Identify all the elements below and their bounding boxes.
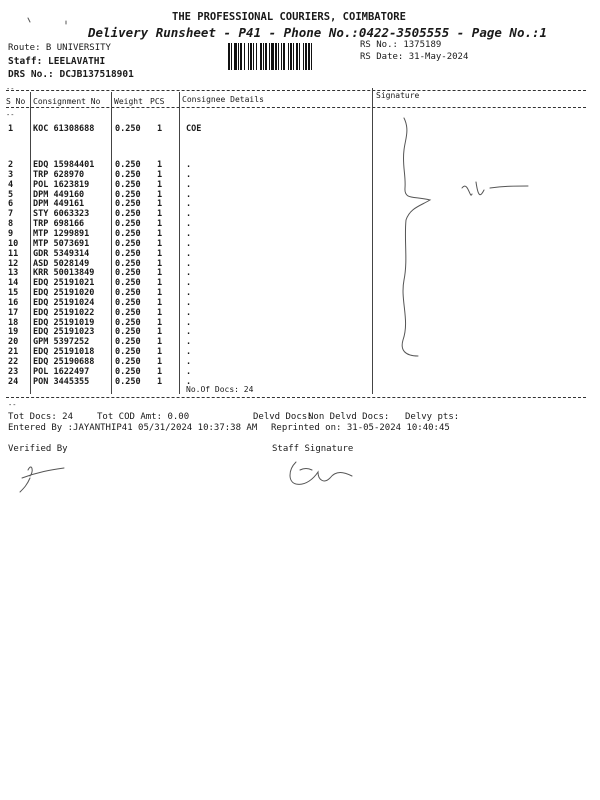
stray-mark-1: [28, 18, 30, 22]
row-consignment-no: EDQ 25191018: [33, 347, 95, 358]
row-weight: 0.250: [115, 317, 141, 328]
row-sno: 21: [8, 347, 19, 358]
row-sno: 19: [8, 327, 19, 338]
delivery-points: Delvy pts:: [405, 412, 460, 422]
row-sno: 24: [8, 376, 19, 387]
row-sno: 20: [8, 337, 19, 348]
row-sno: 4: [8, 179, 14, 190]
row-sno: 2: [8, 160, 14, 170]
col-header-weight: Weight: [114, 97, 143, 106]
no-of-docs: No.Of Docs: 24: [186, 385, 254, 394]
row-consignment-no: EDQ 25191023: [33, 327, 95, 338]
row-weight: 0.250: [115, 327, 141, 338]
row-sno: 7: [8, 209, 14, 220]
signature-bracket: [402, 118, 430, 356]
row-weight: 0.250: [115, 124, 141, 134]
row-consignment-no: MTP 5073691: [33, 238, 90, 249]
row-consignee-details: COE: [186, 124, 202, 134]
verified-by-mark: [20, 467, 64, 492]
entered-by: Entered By :JAYANTHIP41 05/31/2024 10:37:38 AM: [8, 423, 258, 433]
row-consignment-no: POL 1623819: [33, 179, 90, 190]
row-consignee-details: .: [186, 258, 192, 269]
row-weight: 0.250: [115, 288, 141, 299]
row-consignment-no: GPM 5397252: [33, 337, 90, 348]
row-sno: 23: [8, 366, 19, 377]
row-sno: 9: [8, 228, 14, 239]
staff-signature-label: Staff Signature: [272, 444, 354, 454]
row-weight: 0.250: [115, 179, 141, 190]
staff-signature-scribble: [290, 462, 352, 484]
total-cod-amount: Tot COD Amt: 0.00: [97, 412, 190, 422]
row-sno: 12: [8, 258, 19, 269]
row-consignee-details: .: [186, 228, 192, 239]
row-weight: 0.250: [115, 219, 141, 230]
row-weight: 0.250: [115, 337, 141, 348]
col-header-consignment: Consignment No: [33, 97, 101, 106]
row-sno: 17: [8, 307, 19, 318]
row-consignment-no: KRR 50013849: [33, 268, 95, 279]
row-consignee-details: .: [186, 317, 192, 328]
row-sno: 18: [8, 317, 19, 328]
row-weight: 0.250: [115, 258, 141, 269]
row-consignment-no: GDR 5349314: [33, 248, 90, 259]
row-weight: 0.250: [115, 209, 141, 220]
row-consignee-details: .: [186, 347, 192, 358]
row-pcs: 1: [157, 238, 163, 249]
row-consignee-details: .: [186, 278, 192, 289]
row-consignment-no: EDQ 25191021: [33, 278, 95, 289]
route-label: Route: B UNIVERSITY: [8, 43, 111, 53]
row-consignment-no: EDQ 25191022: [33, 307, 95, 318]
row-pcs: 1: [157, 366, 163, 377]
row-weight: 0.250: [115, 366, 141, 377]
row-consignment-no: DPM 449161: [33, 199, 85, 210]
row-consignee-details: .: [186, 288, 192, 299]
row-consignment-no: EDQ 25191020: [33, 288, 95, 299]
row-pcs: 1: [157, 219, 163, 230]
row-consignee-details: .: [186, 179, 192, 190]
row-sno: 8: [8, 219, 14, 230]
rs-date: RS Date: 31-May-2024: [360, 52, 469, 62]
row-weight: 0.250: [115, 278, 141, 289]
row-sno: 13: [8, 268, 19, 279]
row-weight: 0.250: [115, 248, 141, 259]
row-weight: 0.250: [115, 297, 141, 308]
row-pcs: 1: [157, 228, 163, 239]
row-consignment-no: TRP 698166: [33, 219, 85, 230]
reprinted-on: Reprinted on: 31-05-2024 10:40:45: [271, 423, 450, 433]
row-weight: 0.250: [115, 347, 141, 358]
row-pcs: 1: [157, 248, 163, 259]
row-weight: 0.250: [115, 268, 141, 279]
row-pcs: 1: [157, 189, 163, 200]
row-sno: 5: [8, 189, 14, 200]
row-sno: 16: [8, 297, 19, 308]
row-weight: 0.250: [115, 189, 141, 200]
row-consignment-no: TRP 628970: [33, 169, 85, 180]
row-signature-scribble: [462, 182, 528, 195]
row-pcs: 1: [157, 327, 163, 338]
row-consignment-no: EDQ 25191019: [33, 317, 95, 328]
staff-label: Staff: LEELAVATHI: [8, 56, 106, 67]
row-sno: 22: [8, 357, 19, 367]
row-pcs: 1: [157, 169, 163, 180]
row-pcs: 1: [157, 278, 163, 289]
row-consignment-no: EDQ 15984401: [33, 160, 95, 170]
row-consignee-details: .: [186, 160, 192, 170]
row-sno: 15: [8, 288, 19, 299]
dash-mark-3: --: [8, 401, 17, 409]
row-consignment-no: STY 6063323: [33, 209, 90, 220]
row-sno: 14: [8, 278, 19, 289]
row-consignment-no: DPM 449160: [33, 189, 85, 200]
row-consignee-details: .: [186, 169, 192, 180]
col-header-pcs: PCS: [150, 97, 165, 106]
row-weight: 0.250: [115, 160, 141, 170]
row-sno: 3: [8, 169, 14, 180]
row-pcs: 1: [157, 258, 163, 269]
row-consignee-details: .: [186, 366, 192, 377]
row-weight: 0.250: [115, 357, 141, 367]
row-consignment-no: KOC 61308688: [33, 124, 95, 134]
row-consignee-details: .: [186, 189, 192, 200]
row-pcs: 1: [157, 124, 163, 134]
runsheet-title: Delivery Runsheet - P41 - Phone No.:0422-3505555 - Page No.:1: [88, 25, 548, 40]
total-docs: Tot Docs: 24: [8, 412, 74, 422]
rs-number: RS No.: 1375189: [360, 40, 442, 50]
row-pcs: 1: [157, 209, 163, 220]
row-pcs: 1: [157, 347, 163, 358]
row-pcs: 1: [157, 357, 163, 367]
row-weight: 0.250: [115, 238, 141, 249]
row-consignee-details: .: [186, 307, 192, 318]
row-consignee-details: .: [186, 337, 192, 348]
row-pcs: 1: [157, 288, 163, 299]
drs-number: DRS No.: DCJB137518901: [8, 69, 134, 80]
row-consignee-details: .: [186, 219, 192, 230]
row-consignee-details: .: [186, 327, 192, 338]
verified-by-label: Verified By: [8, 444, 68, 454]
row-consignee-details: .: [186, 238, 192, 249]
row-consignee-details: .: [186, 199, 192, 210]
row-pcs: 1: [157, 268, 163, 279]
row-consignment-no: EDQ 25191024: [33, 297, 95, 308]
row-consignment-no: POL 1622497: [33, 366, 90, 377]
company-title: THE PROFESSIONAL COURIERS, COIMBATORE: [172, 11, 406, 23]
row-consignee-details: .: [186, 248, 192, 259]
dash-mark-2: --: [6, 111, 15, 119]
row-sno: 1: [8, 124, 14, 134]
row-consignment-no: EDQ 25190688: [33, 357, 95, 367]
col-header-signature: Signature: [376, 91, 420, 100]
row-weight: 0.250: [115, 228, 141, 239]
row-weight: 0.250: [115, 199, 141, 210]
row-consignment-no: PON 3445355: [33, 376, 90, 387]
dash-mark: --: [6, 85, 15, 93]
row-pcs: 1: [157, 376, 163, 387]
row-pcs: 1: [157, 179, 163, 190]
row-consignee-details: .: [186, 376, 192, 387]
row-weight: 0.250: [115, 307, 141, 318]
row-weight: 0.250: [115, 169, 141, 180]
row-consignee-details: .: [186, 268, 192, 279]
row-pcs: 1: [157, 307, 163, 318]
row-sno: 10: [8, 238, 19, 249]
col-header-consignee: Consignee Details: [182, 95, 264, 104]
col-header-sno: S No: [6, 97, 26, 106]
row-sno: 11: [8, 248, 19, 259]
non-delivered-docs: Non Delvd Docs:: [308, 412, 390, 422]
row-consignee-details: .: [186, 357, 192, 367]
row-consignment-no: ASD 5028149: [33, 258, 90, 269]
row-consignee-details: .: [186, 209, 192, 220]
row-pcs: 1: [157, 199, 163, 210]
delivered-docs: Delvd Docs:: [253, 412, 313, 422]
row-weight: 0.250: [115, 376, 141, 387]
row-pcs: 1: [157, 160, 163, 170]
row-sno: 6: [8, 199, 14, 210]
row-pcs: 1: [157, 317, 163, 328]
row-consignee-details: .: [186, 297, 192, 308]
row-pcs: 1: [157, 337, 163, 348]
row-pcs: 1: [157, 297, 163, 308]
row-consignment-no: MTP 1299891: [33, 228, 90, 239]
